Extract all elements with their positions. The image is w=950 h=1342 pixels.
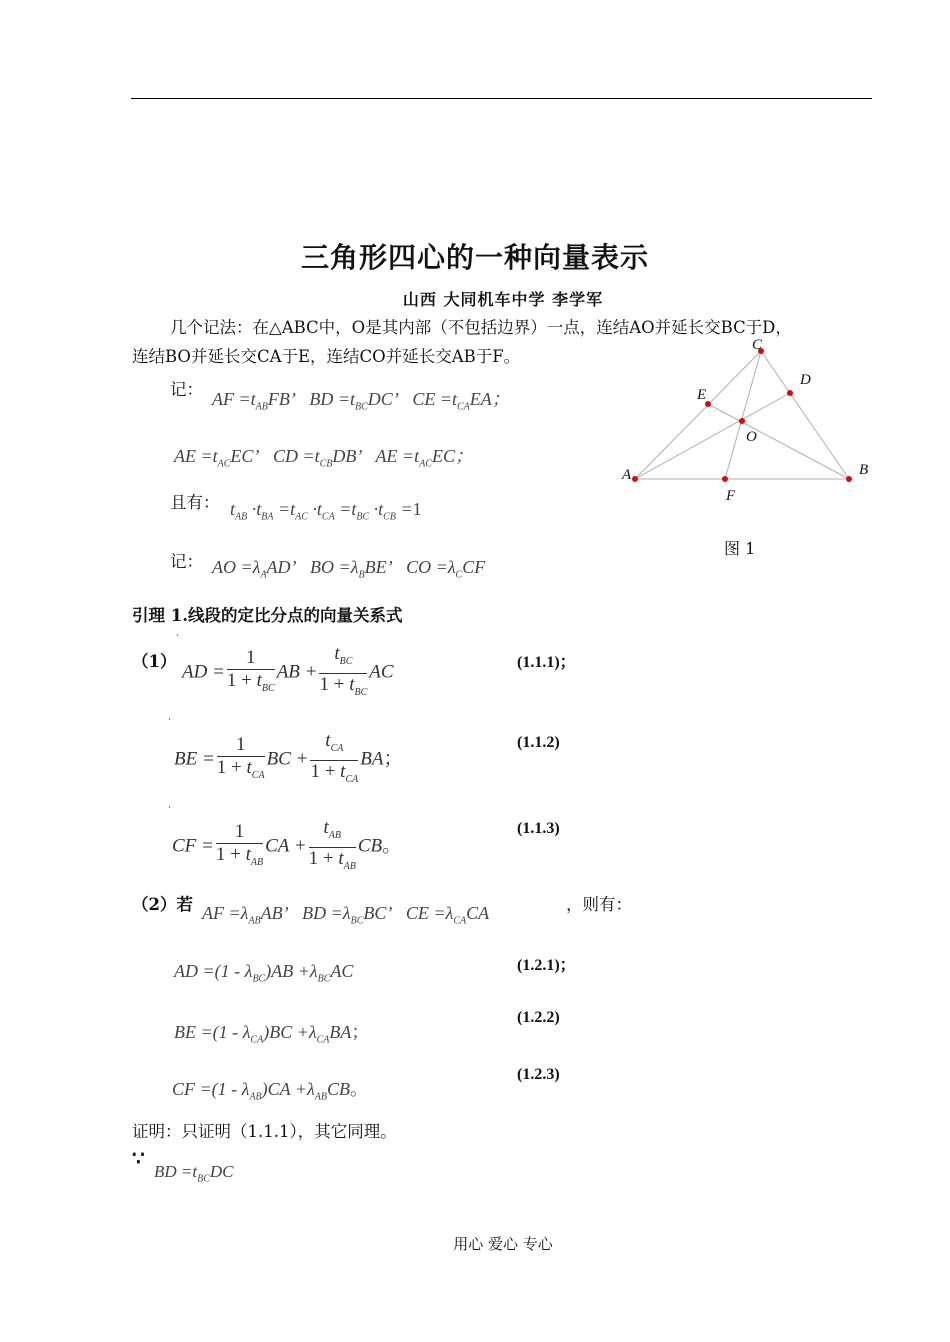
label-b: B — [859, 462, 869, 478]
label-o: O — [746, 429, 757, 445]
edge-ac — [635, 351, 761, 479]
because-symbol: ∵ — [132, 1146, 145, 1170]
def-row-2: AE $=t_{AC}EC$’ CD $=t_{CB}DB$’ AE $=t_{AC}EC$； — [174, 446, 473, 470]
point-a — [632, 476, 638, 482]
part2-label: （2）若 — [132, 895, 193, 914]
point-b — [846, 476, 852, 482]
proof-equation: BD $=t_{BC}DC$ — [154, 1162, 234, 1185]
proof-line: 证明：只证明（1.1.1），其它同理。 — [132, 1122, 397, 1141]
def-row-1: AF $=t_{AB}FB$’ BD $=t_{BC}DC$’ CE $=t_{CA}EA$； — [212, 389, 510, 413]
label-e: E — [697, 387, 707, 403]
eq-1-2-1: AD $=(1 - \lambda_{BC})AB +\lambda_{BC}AC$ — [174, 961, 354, 985]
eq-number-1-2-1: (1.2.1)； — [517, 957, 576, 974]
triangle-figure — [615, 335, 875, 510]
def-bd: BD $=t_{BC}DC$ — [309, 389, 393, 413]
part2-condition: AF $=\lambda_{AB}AB$’ BD $=\lambda_{BC}BC$’ CE $=\lambda_{CA}CA$ — [202, 903, 490, 927]
author-line: 山西 大同机车中学 李学军 — [402, 290, 604, 309]
eq-number-1-1-2: (1.1.2) — [517, 734, 560, 751]
eq-1-2-2: BE $=(1 - \lambda_{CA})BC +\lambda_{CA}BA$； — [174, 1022, 370, 1046]
intro-line-2: 连结BO并延长交CA于E，连结CO并延长交AB于F。 — [132, 347, 521, 366]
eq-number-1-1-1: (1.1.1)； — [517, 654, 576, 671]
label-d: D — [800, 372, 811, 388]
label-f: F — [726, 488, 736, 504]
page-title: 三角形四心的一种向量表示 — [300, 241, 649, 274]
part2-then: ，则有： — [566, 895, 632, 914]
label-a: A — [622, 467, 632, 483]
label-ji: 记： — [170, 380, 203, 399]
eq-1-1-1: AD = $\frac{1}{1 + t_{BC}}$ AB + $\frac{t_{BC}}{1 + t_{BC}}$ AC — [182, 643, 394, 698]
page-footer: 用心 爱心 专心 — [453, 1235, 553, 1253]
edge-bc — [761, 351, 849, 479]
eq-1-2-3: CF $=(1 - \lambda_{AB})CA +\lambda_{AB}CB$。 — [172, 1079, 369, 1103]
point-f — [722, 476, 728, 482]
figure-caption: 图 1 — [724, 539, 756, 558]
point-o — [739, 418, 745, 424]
label-qieyou: 且有： — [170, 493, 220, 512]
eq-number-1-2-2: (1.2.2) — [517, 1009, 560, 1026]
point-d — [787, 390, 793, 396]
cevian-be — [708, 404, 849, 479]
eq-1-1-2: BE = $\frac{1}{1 + t_{CA}}$ BC + $\frac{t_{CA}}{1 + t_{CA}}$ BA； — [174, 730, 403, 785]
eq-number-1-1-3: (1.1.3) — [517, 820, 560, 837]
lambda-row: AO $=\lambda_AAD$’ BO $=\lambda_BBE$’ CO $=\lambda_CCF$ — [212, 557, 486, 581]
product-identity: $t_{AB} \cdot t_{BA} =t_{AC} \cdot t_{CA} =t_{BC} \cdot t_{CB} =1$ — [230, 499, 422, 523]
label-ji-2: 记： — [170, 552, 203, 571]
def-ce: CE $=t_{CA}EA$ — [412, 389, 492, 413]
eq-1-1-3: CF = $\frac{1}{1 + t_{AB}}$ CA + $\frac{t_{AB}}{1 + t_{AB}}$ CB。 — [172, 817, 402, 872]
def-af: AF $=t_{AB}FB$ — [212, 389, 290, 413]
label-c: C — [752, 337, 763, 353]
cevian-cf — [725, 351, 761, 479]
intro-line-1: 几个记法：在△ABC中，O是其内部（不包括边界）一点，连结AO并延长交BC于D， — [170, 318, 792, 337]
header-rule — [131, 98, 872, 99]
part1-label: （1） — [132, 652, 177, 671]
eq-number-1-2-3: (1.2.3) — [517, 1066, 560, 1083]
lemma-title: 引理 1.线段的定比分点的向量关系式 — [132, 606, 403, 625]
